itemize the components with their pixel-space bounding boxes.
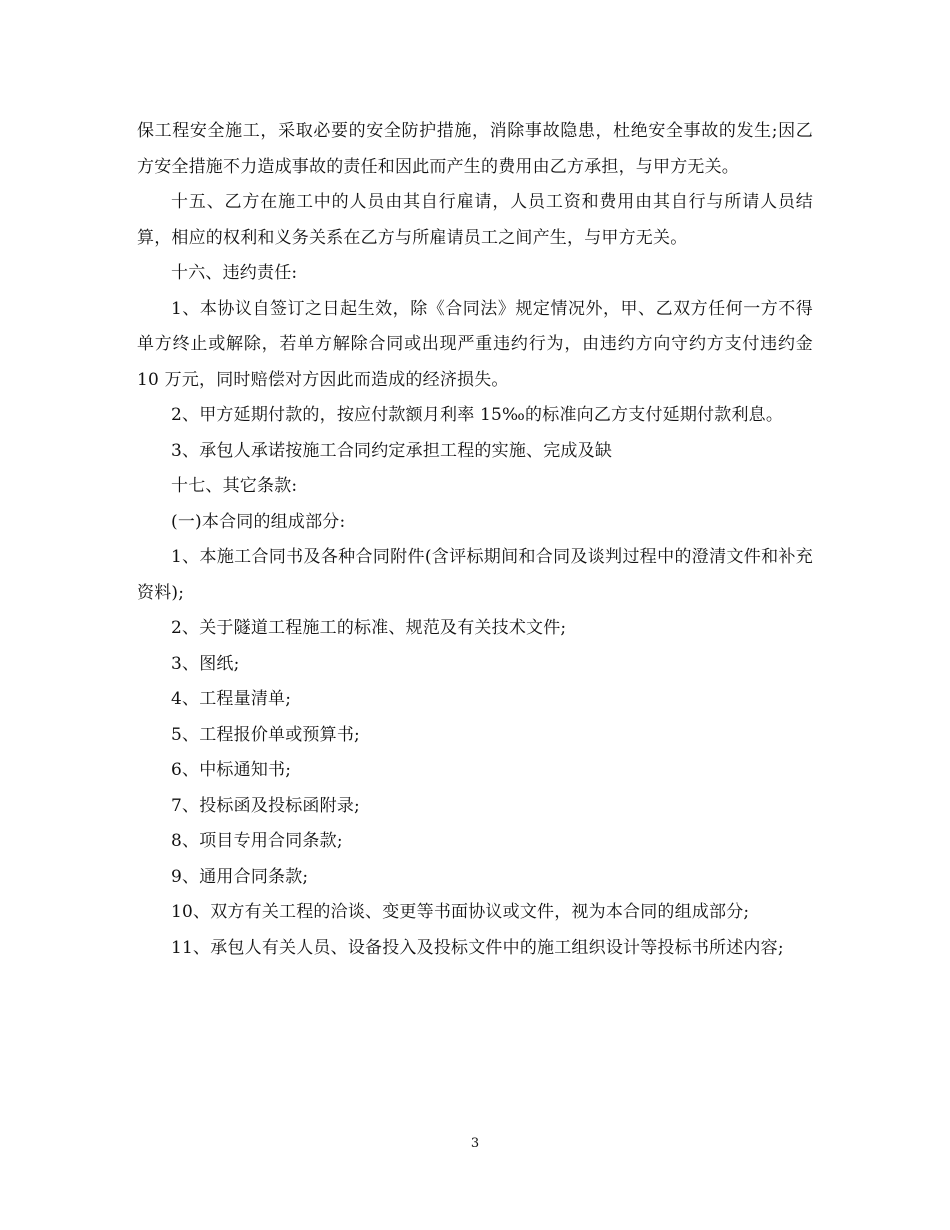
list-item: 10、双方有关工程的洽谈、变更等书面协议或文件，视为本合同的组成部分;: [171, 902, 750, 922]
document-body: [137, 114, 813, 966]
list-item: 1、本施工合同书及各种合同附件(含评标期间和合同及谈判过程中的澄清文件和补充资料);: [137, 547, 813, 603]
list-item: 7、投标函及投标函附录;: [171, 795, 360, 816]
paragraph: 3、承包人承诺按施工合同约定承担工程的实施、完成及缺: [171, 440, 613, 461]
paragraph: 1、本协议自签订之日起生效，除《合同法》规定情况外，甲、乙双方任何一方不得单方终止或解除，若单方解除合同或出现严重违约行为，由违约方向守约方支付违约金 10 万元，同时赔偿对方因此而造成的经济损失。: [137, 298, 813, 390]
list-item: 3、图纸;: [171, 653, 240, 674]
section-heading: 十七、其它条款:: [171, 476, 298, 496]
paragraph: 2、甲方延期付款的，按应付款额月利率 15‰的标准向乙方支付延期付款利息。: [171, 405, 784, 425]
list-item: 8、项目专用合同条款;: [171, 831, 343, 851]
subsection-heading: (一)本合同的组成部分:: [171, 511, 346, 532]
page-number: 3: [470, 1136, 480, 1151]
list-item: 9、通用合同条款;: [171, 866, 309, 887]
list-item: 5、工程报价单或预算书;: [171, 724, 360, 745]
list-item: 2、关于隧道工程施工的标准、规范及有关技术文件;: [171, 618, 567, 638]
section-heading: 十六、违约责任:: [171, 263, 298, 283]
list-item: 6、中标通知书;: [171, 760, 292, 780]
list-item: 11、承包人有关人员、设备投入及投标文件中的施工组织设计等投标书所述内容;: [171, 937, 784, 958]
paragraph: 十五、乙方在施工中的人员由其自行雇请，人员工资和费用由其自行与所请人员结算，相应的权利和义务关系在乙方与所雇请员工之间产生，与甲方无关。: [137, 192, 813, 248]
list-item: 4、工程量清单;: [171, 689, 292, 709]
paragraph: 保工程安全施工，采取必要的安全防护措施，消除事故隐患，杜绝安全事故的发生;因乙方安全措施不力造成事故的责任和因此而产生的费用由乙方承担，与甲方无关。: [137, 121, 813, 177]
